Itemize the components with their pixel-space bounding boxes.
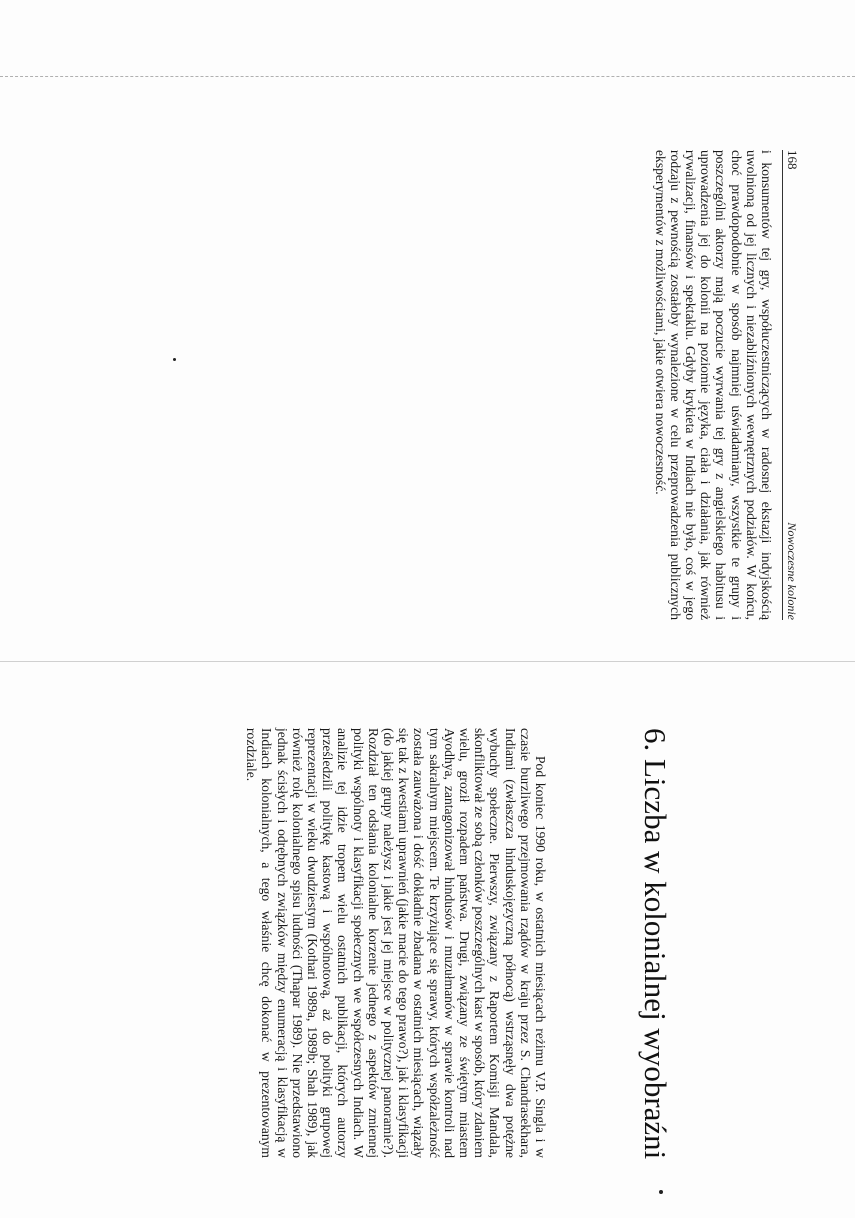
scan-speck	[659, 1190, 663, 1194]
scan-fold-line-top	[0, 76, 855, 77]
running-head	[782, 150, 800, 620]
scan-speck	[173, 358, 176, 361]
upper-text-block	[652, 150, 800, 620]
chapter-title: 6. Liczba w kolonialnej wyobraźni	[638, 728, 673, 1160]
lower-text-block	[244, 728, 548, 1158]
section-title: Nowoczesne kolonie	[785, 522, 799, 620]
bottom-paragraph: Pod koniec 1990 roku, w ostatnich miesiącach reżimu V.P. Singla i w czasie burzliwego przejmowania rządów w kraju przez S. Chandrasekhara, Indiami (zwłaszcza hinduskojęzyczną północą) wstrząsnęły dwa potężne wybuchy społeczne. Pierwszy, związany z Raportem Komisji Mandala, skonfliktował ze sobą członków poszczególnych kast w sposób, który zdaniem wielu, groził rozpadem państwa. Drugi, związany ze świętym miastem Ayodhya, zantagonizował hindusów i muzułmanów w sprawie kontroli nad tym sakralnym miejscem. Te krzyżujące się sprawy, których współzależność została zauważona i dość dokładnie zbadana w ostatnich miesiącach, wiązały się tak z kwestiami uprawnień (jakie macie do tego prawo?), jak i klasyfikacji (do jakiej grupy należysz i jakie jest jej miejsce w politycznej panoramie?). Rozdział ten odsłania kolonialne korzenie jednego z aspektów zmiennej polityki wspólnoty i klasyfikacji społecznych we współczesnych Indiach. W analizie tej idzie tropem wielu ostatnich publikacji, których autorzy prześledzili politykę kastową i wspólnotową, aż do polityki grupowej reprezentacji w wieku dwudziestym (Kothari 1989a, 1989b; Shah 1989), jak również rolę kolonialnego spisu ludności (Thapar 1989). Nie przedstawiono jednak ścisłych i odrębnych związków między enumeracją i klasyfikacją w Indiach kolonialnych, a tego właśnie chcę dokonać w prezentowanym rozdziale.	[244, 728, 548, 1158]
top-paragraph: i konsumentów tej gry, współuczestniczących w radosnej ekstazji indyjskością uwolnioną od jej licznych i niezabliźnionych wewnętrznych podziałów. W końcu, choć prawdopodobnie w sposób najmniej uświadamiany, wszystkie te grupy i poszczególni aktorzy mają poczucie wyrwania tej gry z angielskiego habitusu i uprowadzenia jej do kolonii na poziomie języka, ciała i działania, jak również rywalizacji, finansów i spektaklu. Gdyby krykieta w Indiach nie było, coś w jego rodzaju z pewnością zostałoby wynalezione w celu przeprowadzenia publicznych eksperymentów z możliwościami, jakie otwiera nowoczesność.	[652, 150, 774, 620]
scan-fold-line-middle	[0, 661, 855, 662]
page-number: 168	[785, 150, 800, 170]
